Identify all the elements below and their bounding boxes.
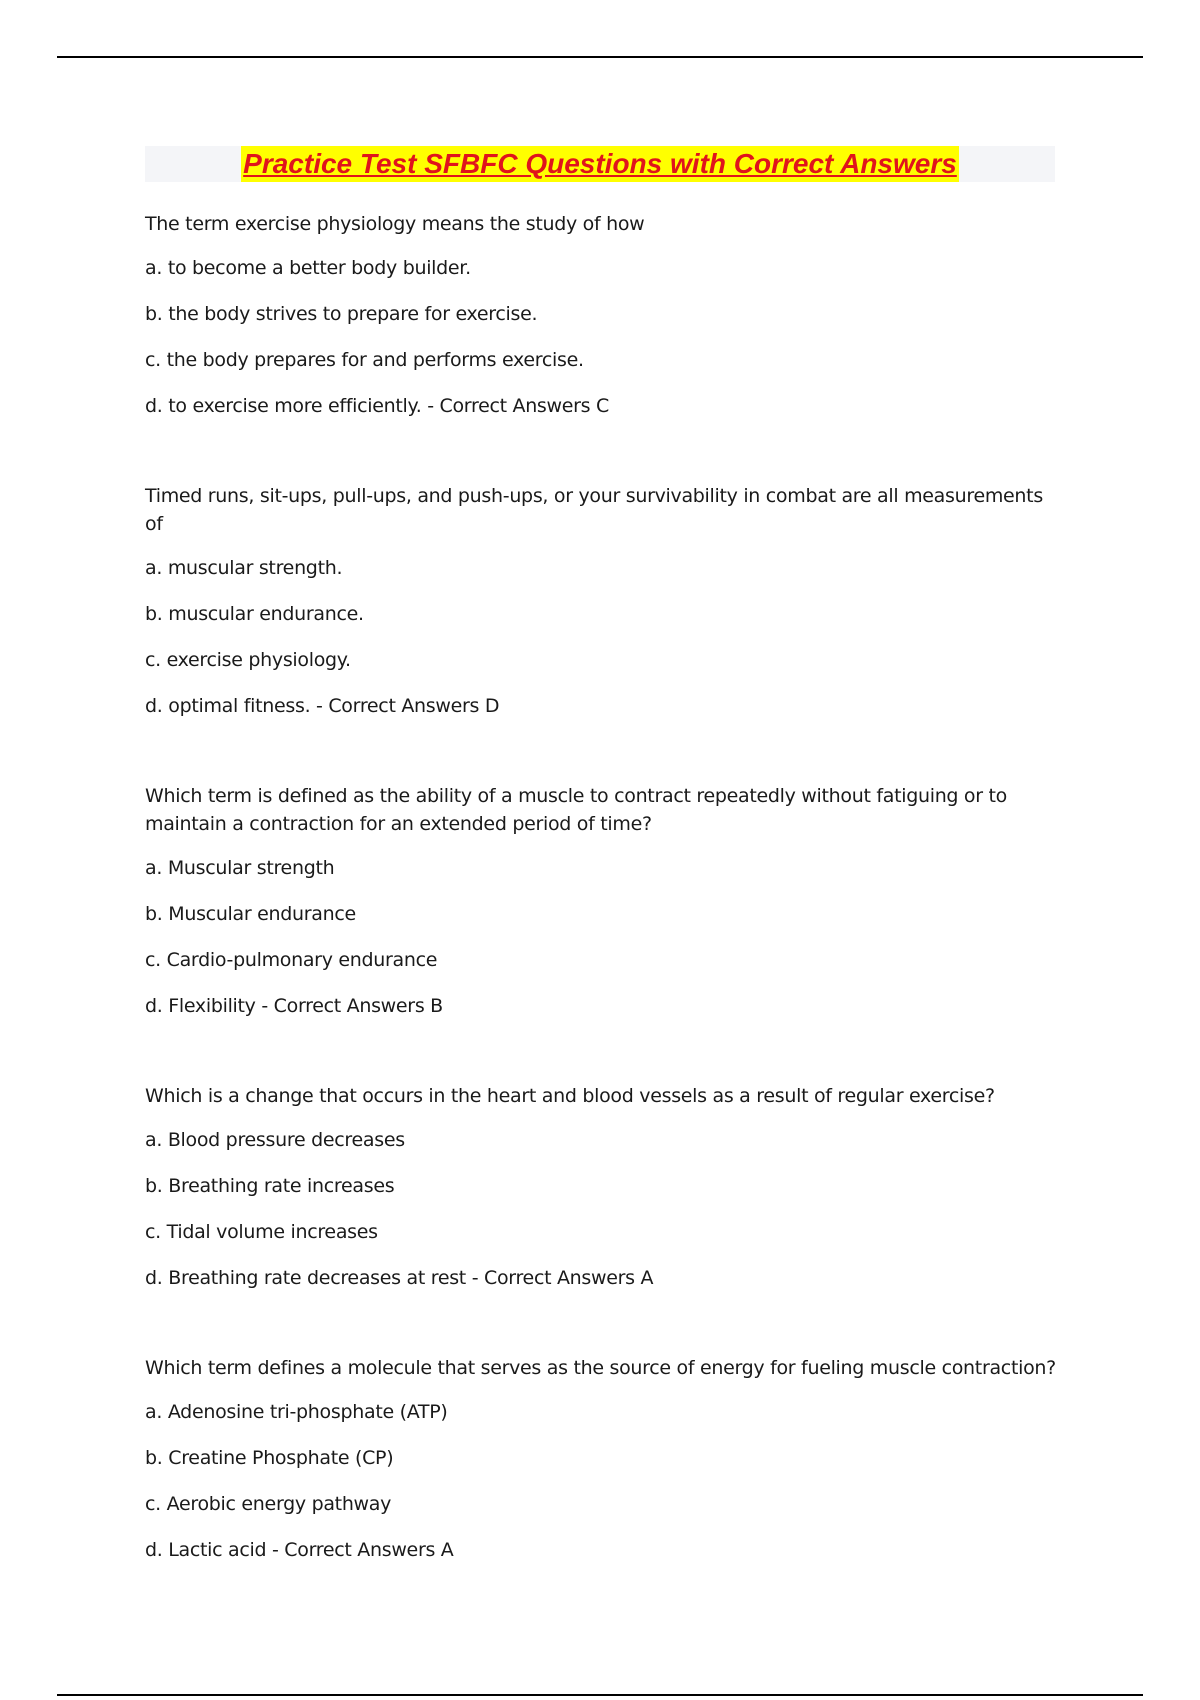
question-3 xyxy=(145,782,1065,1020)
answer-option-b: b. Breathing rate increases xyxy=(145,1175,395,1197)
answer-option-d: d. optimal fitness. - Correct Answers D xyxy=(145,695,500,717)
question-4 xyxy=(145,1082,1065,1292)
question-5 xyxy=(145,1354,1065,1564)
bottom-divider xyxy=(57,1694,1143,1696)
question-text: The term exercise physiology means the study of how xyxy=(145,213,645,235)
question-text: Timed runs, sit-ups, pull-ups, and push-ups, or your survivability in combat are all measurements of xyxy=(145,485,1043,535)
question-spacer xyxy=(145,720,1065,782)
answer-option-b: b. the body strives to prepare for exercise. xyxy=(145,303,538,325)
answer-option-b: b. muscular endurance. xyxy=(145,603,364,625)
answer-option-d: d. to exercise more efficiently. - Correct Answers C xyxy=(145,395,609,417)
answer-option-a: a. to become a better body builder. xyxy=(145,257,471,279)
answer-option-d: d. Breathing rate decreases at rest - Correct Answers A xyxy=(145,1267,654,1289)
answer-option-d: d. Flexibility - Correct Answers B xyxy=(145,995,443,1017)
answer-option-c: c. Aerobic energy pathway xyxy=(145,1493,392,1515)
question-1 xyxy=(145,210,1065,420)
answer-option-d: d. Lactic acid - Correct Answers A xyxy=(145,1539,454,1561)
answer-option-a: a. Muscular strength xyxy=(145,857,335,879)
answer-option-b: b. Creatine Phosphate (CP) xyxy=(145,1447,394,1469)
answer-option-b: b. Muscular endurance xyxy=(145,903,356,925)
answer-option-c: c. exercise physiology. xyxy=(145,649,351,671)
answer-option-a: a. Blood pressure decreases xyxy=(145,1129,405,1151)
answer-option-a: a. muscular strength. xyxy=(145,557,343,579)
answer-option-c: c. the body prepares for and performs exercise. xyxy=(145,349,584,371)
question-text: Which term defines a molecule that serves as the source of energy for fueling muscle contraction? xyxy=(145,1357,1056,1379)
top-divider xyxy=(57,56,1143,58)
answer-option-a: a. Adenosine tri-phosphate (ATP) xyxy=(145,1401,448,1423)
question-spacer xyxy=(145,1292,1065,1354)
question-spacer xyxy=(145,420,1065,482)
page-title: Practice Test SFBFC Questions with Correct Answers xyxy=(241,146,959,182)
title-band xyxy=(145,146,1055,182)
question-2 xyxy=(145,482,1065,720)
document-body xyxy=(145,210,1065,1564)
question-text: Which is a change that occurs in the heart and blood vessels as a result of regular exercise? xyxy=(145,1085,995,1107)
question-spacer xyxy=(145,1020,1065,1082)
answer-option-c: c. Cardio-pulmonary endurance xyxy=(145,949,438,971)
question-text: Which term is defined as the ability of a muscle to contract repeatedly without fatiguing or to maintain a contraction for an extended period of time? xyxy=(145,785,1007,835)
answer-option-c: c. Tidal volume increases xyxy=(145,1221,378,1243)
